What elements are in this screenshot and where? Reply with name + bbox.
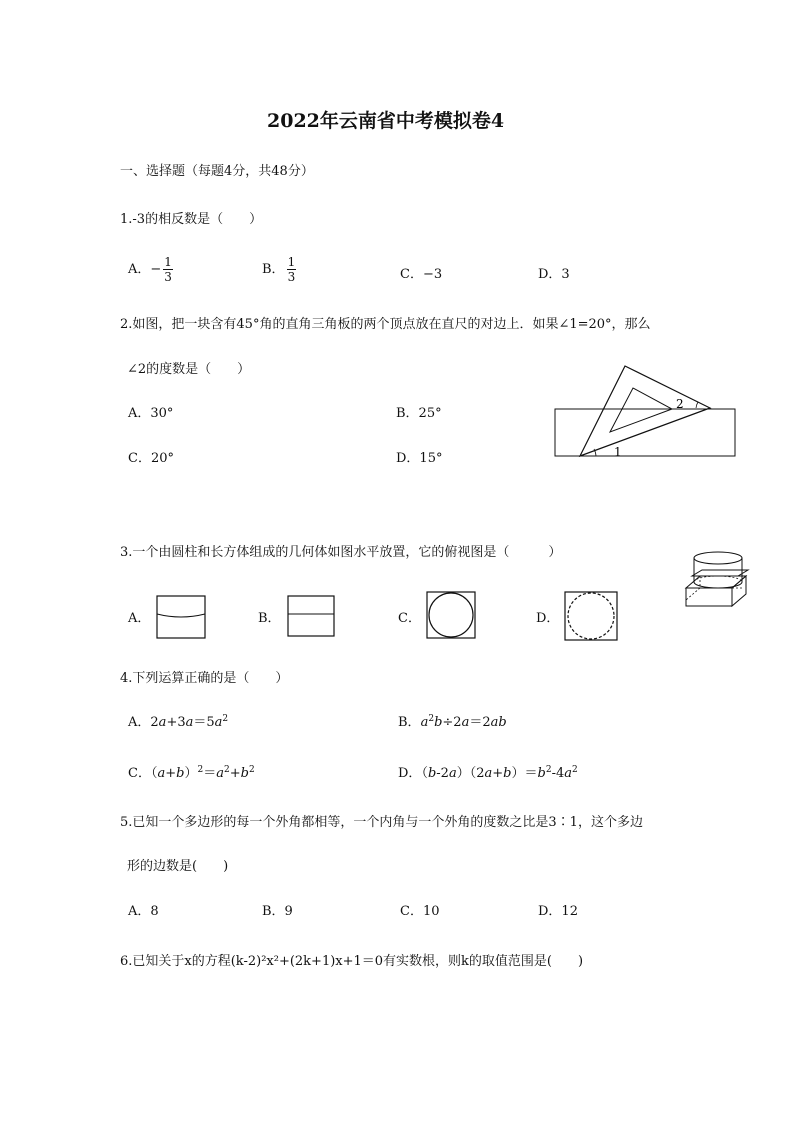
q1-option-c: C．−3 xyxy=(400,267,443,282)
q4-option-c: C．$(a+b)^2=a^2+b^2$ xyxy=(128,765,255,781)
q5-option-d: D．12 xyxy=(538,904,578,919)
q5-option-a: A．8 xyxy=(128,904,159,919)
angle-label-1: 1 xyxy=(614,445,622,459)
box-top-face xyxy=(686,576,746,588)
q1-option-a: A．− $\frac{1}{3}$ xyxy=(128,255,172,284)
q3-option-c-figure xyxy=(425,590,477,640)
question-3-stem: 3.一个由圆柱和长方体组成的几何体如图水平放置，它的俯视图是（ ） xyxy=(120,545,562,560)
q3-option-c-label: C． xyxy=(398,611,421,626)
question-5-line-2: 形的边数是( ) xyxy=(127,859,229,874)
q4-option-d: D．$(b-2a)(2a+b)=b^2-4a^2$ xyxy=(398,765,578,781)
section-heading: 一、选择题（每题4分，共48分） xyxy=(120,164,314,179)
box-top xyxy=(692,570,748,576)
q1-option-b: B． $\frac{1}{3}$ xyxy=(262,255,296,284)
outer-triangle xyxy=(580,366,710,456)
question-5-line-1: 5.已知一个多边形的每一个外角都相等，一个内角与一个外角的度数之比是3∶1，这个多边 xyxy=(120,815,643,830)
question-1-stem: 1.-3的相反数是（ ） xyxy=(120,212,263,227)
question-2-line-2: ∠2的度数是（ ） xyxy=(127,362,251,377)
q3-option-b-figure xyxy=(286,594,336,638)
q3-option-a-figure xyxy=(155,594,207,640)
q3-option-d-label: D． xyxy=(536,611,560,626)
q2-option-c: C．20° xyxy=(128,451,174,466)
q5-option-c: C．10 xyxy=(400,904,440,919)
q1-option-d: D．3 xyxy=(538,267,570,282)
q4-option-b: B．$a^2b\div 2a=2ab$ xyxy=(398,714,507,730)
q4-option-a: A．$2a+3a=5a^2$ xyxy=(128,714,229,730)
page-title: 2022年云南省中考模拟卷4 xyxy=(267,110,505,132)
q5-option-b: B．9 xyxy=(262,904,293,919)
solid-figure xyxy=(682,548,754,614)
q2-option-d: D．15° xyxy=(396,451,443,466)
q2-option-b: B．25° xyxy=(396,406,442,421)
q2-option-a: A．30° xyxy=(128,406,174,421)
question-2-line-1: 2.如图，把一块含有45°角的直角三角板的两个顶点放在直尺的对边上．如果∠1=20°，那么 xyxy=(120,317,651,332)
question-6-stem: 6.已知关于x的方程(k-2)²x²+(2k+1)x+1＝0有实数根，则k的取值范围是( ) xyxy=(120,954,584,969)
box-front xyxy=(686,588,732,606)
ruler-triangle-figure xyxy=(550,360,740,462)
cylinder-top xyxy=(694,552,742,564)
q3-option-b-label: B． xyxy=(258,611,281,626)
angle-label-2: 2 xyxy=(676,397,684,411)
angle-2-arc xyxy=(696,402,698,408)
q3-option-a-label: A． xyxy=(128,611,151,626)
q3-option-d-figure xyxy=(563,590,619,642)
box-side-face xyxy=(732,576,746,606)
question-4-stem: 4.下列运算正确的是（ ） xyxy=(120,671,289,686)
